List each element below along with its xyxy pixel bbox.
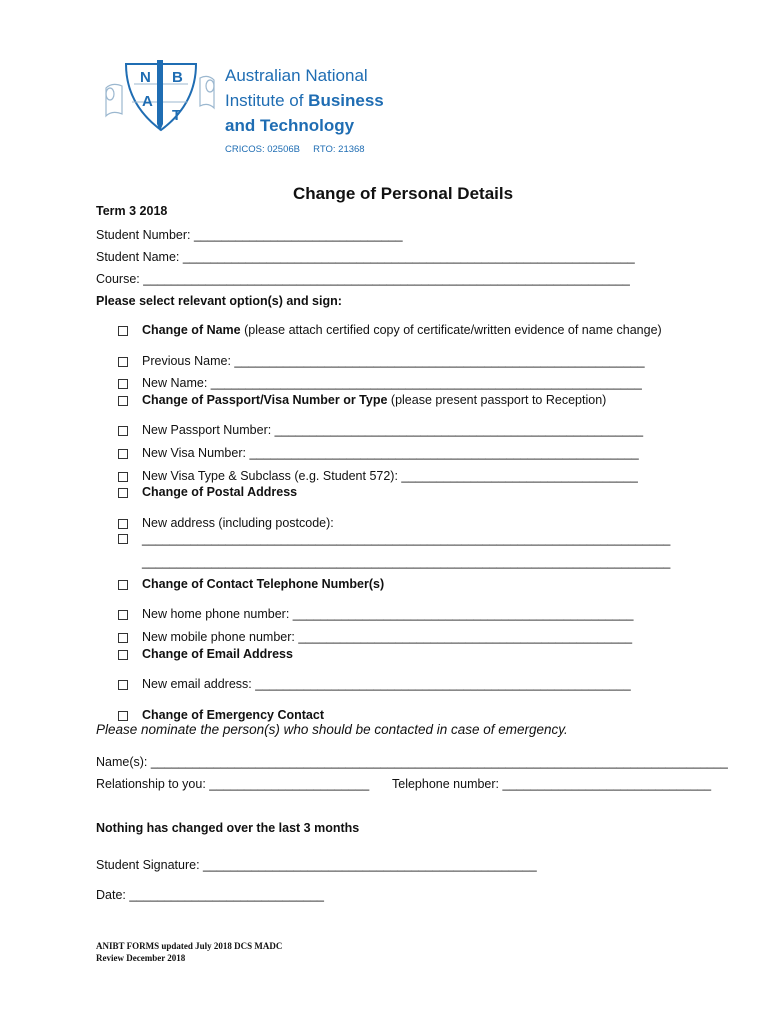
phone-change-label: Change of Contact Telephone Number(s): [142, 577, 385, 591]
email-change-checkbox[interactable]: [118, 650, 128, 660]
course-field[interactable]: Course: ______________________________________________________________________: [96, 272, 630, 286]
new-address-label: New address (including postcode):: [142, 516, 334, 530]
name-change-checkbox[interactable]: [118, 326, 128, 336]
brand-line-3: and Technology: [225, 116, 355, 135]
new-passport-field[interactable]: New Passport Number: _____________________________________________________: [142, 423, 644, 437]
previous-name-field[interactable]: Previous Name: ___________________________________________________________: [142, 354, 645, 368]
phone-change-checkbox[interactable]: [118, 580, 128, 590]
brand-line-1: Australian National: [225, 66, 368, 85]
new-email-field[interactable]: New email address: ______________________________________________________: [142, 677, 631, 691]
name-change-option: [142, 323, 662, 337]
cricos-rto: CRICOS: 02506B RTO: 21368: [225, 144, 365, 155]
emergency-change-label: Change of Emergency Contact: [142, 708, 324, 722]
mobile-phone-field[interactable]: New mobile phone number: ________________________________________________: [142, 630, 633, 644]
logo-letter-i: I: [157, 106, 158, 107]
previous-name-checkbox[interactable]: [118, 357, 128, 367]
home-phone-checkbox[interactable]: [118, 610, 128, 620]
address-line-checkbox[interactable]: [118, 534, 128, 544]
anibt-logo-emblem: [104, 56, 219, 136]
emergency-instruction: Please nominate the person(s) who should be contacted in case of emergency.: [96, 722, 568, 737]
mobile-phone-checkbox[interactable]: [118, 633, 128, 643]
logo-letter-t: T: [172, 107, 182, 124]
nothing-changed-text: Nothing has changed over the last 3 months: [96, 821, 360, 835]
student-name-field[interactable]: Student Name: _________________________________________________________________: [96, 250, 635, 264]
logo-letter-n: N: [140, 69, 151, 86]
footer-line-1: ANIBT FORMS updated July 2018 DCS MADC: [96, 941, 283, 951]
emergency-change-checkbox[interactable]: [118, 711, 128, 721]
passport-change-checkbox[interactable]: [118, 396, 128, 406]
logo-letter-b: B: [172, 69, 183, 86]
address-line-2[interactable]: ____________________________________________________________________________: [142, 555, 671, 569]
name-change-label: Change of Name: [142, 323, 241, 337]
telephone-field[interactable]: Telephone number: ______________________________: [392, 777, 712, 791]
instruction-text: Please select relevant option(s) and sign:: [96, 294, 342, 308]
brand-line-2-regular: Institute of: [225, 91, 309, 110]
address-line-1[interactable]: ____________________________________________________________________________: [142, 532, 671, 546]
new-name-field[interactable]: New Name: ______________________________________________________________: [142, 376, 642, 390]
new-name-checkbox[interactable]: [118, 379, 128, 389]
new-visa-checkbox[interactable]: [118, 449, 128, 459]
brand-line-2: [225, 91, 384, 111]
passport-change-option: [142, 393, 606, 407]
new-email-checkbox[interactable]: [118, 680, 128, 690]
passport-change-label: Change of Passport/Visa Number or Type: [142, 393, 388, 407]
name-change-note: (please attach certified copy of certificate/written evidence of name change): [240, 323, 662, 337]
new-passport-checkbox[interactable]: [118, 426, 128, 436]
home-phone-field[interactable]: New home phone number: _________________________________________________: [142, 607, 634, 621]
logo-letter-a: A: [142, 93, 153, 110]
relationship-field[interactable]: Relationship to you: _______________________: [96, 777, 370, 791]
page-title: Change of Personal Details: [292, 184, 514, 203]
term-label: Term 3 2018: [96, 204, 168, 218]
signature-field[interactable]: Student Signature: ________________________________________________: [96, 858, 537, 872]
student-number-field[interactable]: Student Number: ______________________________: [96, 228, 403, 242]
emergency-names-field[interactable]: Name(s): ___________________________________________________________________________________: [96, 755, 728, 769]
postal-change-label: Change of Postal Address: [142, 485, 298, 499]
footer-line-2: Review December 2018: [96, 953, 186, 963]
postal-change-checkbox[interactable]: [118, 488, 128, 498]
new-visa-field[interactable]: New Visa Number: ________________________________________________________: [142, 446, 639, 460]
new-address-checkbox[interactable]: [118, 519, 128, 529]
new-visa-type-checkbox[interactable]: [118, 472, 128, 482]
email-change-label: Change of Email Address: [142, 647, 293, 661]
brand-line-2-bold: Business: [308, 91, 384, 110]
new-visa-type-field[interactable]: New Visa Type & Subclass (e.g. Student 572): __________________________________: [142, 469, 638, 483]
passport-change-note: (please present passport to Reception): [387, 393, 607, 407]
date-field[interactable]: Date: ____________________________: [96, 888, 325, 902]
